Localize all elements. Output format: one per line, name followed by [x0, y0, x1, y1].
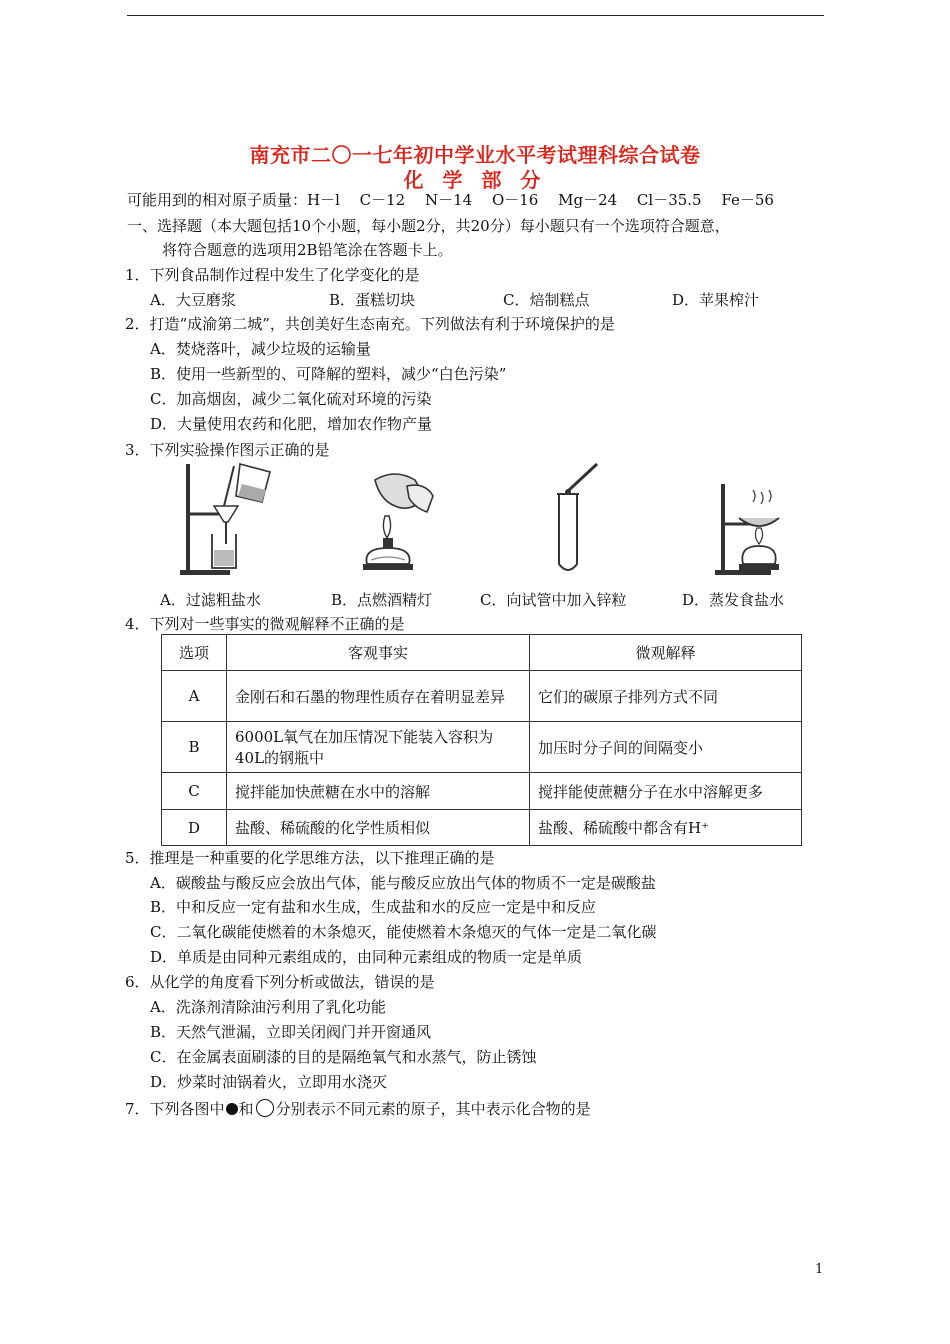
q6-option-d: D．炒菜时油锅着火，立即用水浇灭	[150, 1073, 388, 1091]
q5-option-c: C．二氧化碳能使燃着的木条熄灭，能使燃着木条熄灭的气体一定是二氧化碳	[150, 923, 657, 941]
row-option: D	[162, 810, 227, 846]
header-explanation: 微观解释	[530, 635, 802, 671]
row-option: C	[162, 773, 227, 810]
row-fact: 搅拌能加快蔗糖在水中的溶解	[227, 773, 530, 810]
q6-option-c: C．在金属表面刷漆的目的是隔绝氧气和水蒸气，防止锈蚀	[150, 1048, 537, 1066]
q3-option-d: D．蒸发食盐水	[682, 591, 785, 609]
row-fact: 盐酸、稀硫酸的化学性质相似	[227, 810, 530, 846]
section-instructions-2: 将符合题意的选项用2B铅笔涂在答题卡上。	[162, 241, 453, 259]
q1-stem: 1．下列食品制作过程中发生了化学变化的是	[125, 266, 420, 284]
row-explanation: 它们的碳原子排列方式不同	[530, 671, 802, 722]
table-row	[162, 773, 802, 810]
evaporation-figure	[713, 462, 803, 580]
filtration-figure	[178, 462, 278, 580]
q2-option-b: B．使用一些新型的、可降解的塑料，减少“白色污染”	[150, 365, 507, 383]
hollow-atom-icon	[256, 1099, 274, 1117]
q6-option-b: B．天然气泄漏，立即关闭阀门并开窗通风	[150, 1023, 432, 1041]
exam-title: 南充市二〇一七年初中学业水平考试理科综合试卷	[249, 143, 701, 167]
q5-option-d: D．单质是由同种元素组成的，由同种元素组成的物质一定是单质	[150, 948, 583, 966]
q5-option-a: A．碳酸盐与酸反应会放出气体，能与酸反应放出气体的物质不一定是碳酸盐	[150, 874, 656, 892]
page-number: 1	[815, 1262, 824, 1277]
q2-option-d: D．大量使用农药和化肥，增加农作物产量	[150, 415, 433, 433]
header-option: 选项	[162, 635, 227, 671]
row-explanation: 盐酸、稀硫酸中都含有H⁺	[530, 810, 802, 846]
q7-stem-end: 分别表示不同元素的原子，其中表示化合物的是	[275, 1100, 591, 1118]
q1-option-a: A．大豆磨浆	[150, 291, 236, 309]
table-row	[162, 810, 802, 846]
filled-atom-icon	[226, 1103, 238, 1115]
q6-option-a: A．洗涤剂清除油污利用了乳化功能	[150, 998, 386, 1016]
q2-stem: 2．打造“成渝第二城”，共创美好生态南充。下列做法有利于环境保护的是	[125, 315, 615, 333]
q3-option-a: A．过滤粗盐水	[160, 591, 261, 609]
q4-stem: 4．下列对一些事实的微观解释不正确的是	[125, 615, 405, 633]
q1-option-c: C．焙制糕点	[503, 291, 590, 309]
alcohol-lamp-figure	[355, 468, 445, 578]
q2-option-c: C．加高烟囱，减少二氧化硫对环境的污染	[150, 390, 432, 408]
row-fact: 6000L氧气在加压情况下能装入容积为40L的钢瓶中	[227, 722, 530, 773]
q5-stem: 5．推理是一种重要的化学思维方法，以下推理正确的是	[125, 849, 495, 867]
q7-stem-start: 7．下列各图中	[125, 1100, 225, 1118]
q5-option-b: B．中和反应一定有盐和水生成，生成盐和水的反应一定是中和反应	[150, 898, 597, 916]
table-row	[162, 722, 802, 773]
facts-table	[161, 634, 802, 846]
q1-option-d: D．苹果榨汁	[672, 291, 760, 309]
atomic-masses: 可能用到的相对原子质量：H－l C－12 N－14 O－16 Mg－24 Cl－35.5 Fe－56	[127, 191, 774, 209]
row-fact: 金刚石和石墨的物理性质存在着明显差异	[227, 671, 530, 722]
row-explanation: 搅拌能使蔗糖分子在水中溶解更多	[530, 773, 802, 810]
q7-stem-and: 和	[238, 1100, 254, 1118]
top-rule	[127, 15, 824, 16]
q3-option-b: B．点燃酒精灯	[331, 591, 433, 609]
q6-stem: 6．从化学的角度看下列分析或做法，错误的是	[125, 973, 435, 991]
test-tube-figure	[545, 460, 615, 578]
exam-subtitle: 化 学 部 分	[403, 168, 547, 192]
section-instructions-1: 一、选择题（本大题包括10个小题，每小题2分，共20分）每小题只有一个选项符合题意，	[127, 217, 730, 235]
row-explanation: 加压时分子间的间隔变小	[530, 722, 802, 773]
table-row	[162, 671, 802, 722]
q2-option-a: A．焚烧落叶，减少垃圾的运输量	[150, 340, 371, 358]
row-option: B	[162, 722, 227, 773]
q3-option-c: C．向试管中加入锌粒	[480, 591, 627, 609]
header-fact: 客观事实	[227, 635, 530, 671]
row-option: A	[162, 671, 227, 722]
q7-stem	[125, 1099, 591, 1119]
q3-stem: 3．下列实验操作图示正确的是	[125, 441, 330, 459]
q1-option-b: B．蛋糕切块	[329, 291, 416, 309]
table-header-row	[162, 635, 802, 671]
